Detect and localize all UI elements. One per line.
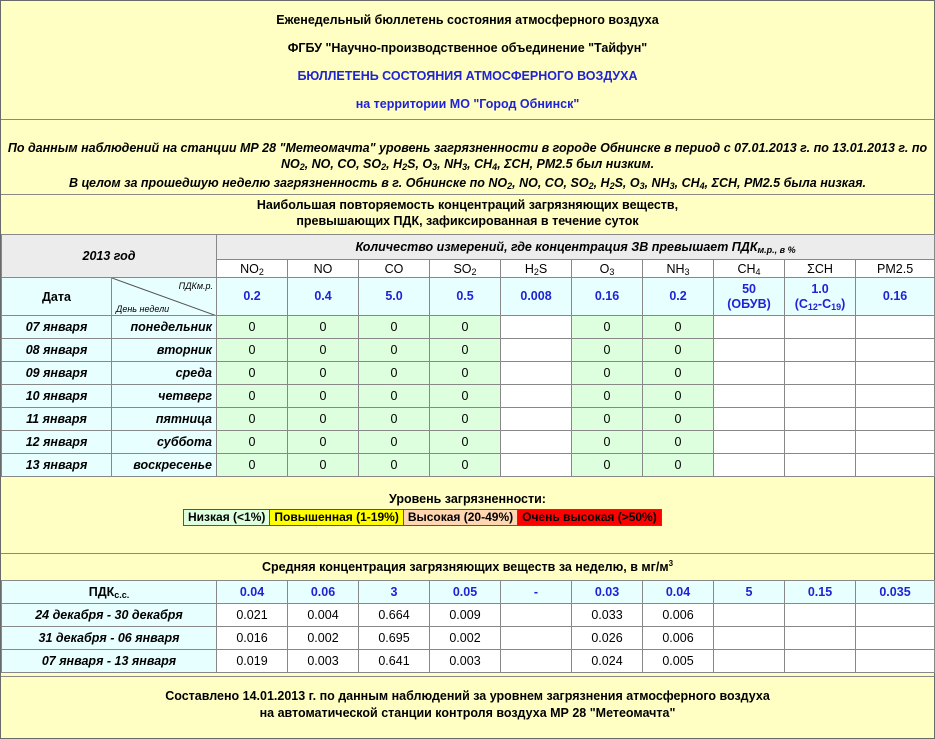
row-period: 31 декабря - 06 января (2, 627, 217, 650)
row-date: 09 января (2, 362, 112, 385)
value-cell: 0.695 (359, 627, 430, 650)
pdk-sch-note-open: (C (794, 296, 808, 311)
value-cell: 0 (430, 408, 501, 431)
value-cell: 0 (288, 431, 359, 454)
value-cell: 0 (288, 385, 359, 408)
pdk-value-cell (430, 278, 501, 316)
header-territory: на территории МО "Город Обнинск" (355, 97, 580, 111)
value-cell: 0.016 (217, 627, 288, 650)
value-cell: 0 (430, 385, 501, 408)
value-cell: 0 (359, 408, 430, 431)
pollutant-header (430, 260, 501, 278)
value-cell: 0 (643, 408, 714, 431)
value-cell (501, 454, 572, 477)
pollutant-subscript: 3 (684, 266, 690, 277)
pdk-sch-note-mid: -C (817, 296, 832, 311)
value-cell: 0 (217, 431, 288, 454)
value-cell: 0.004 (288, 604, 359, 627)
value-cell (856, 362, 935, 385)
value-cell: 0 (572, 339, 643, 362)
value-cell: 0.641 (359, 650, 430, 673)
pdk-ch4-note: (ОБУВ) (727, 296, 771, 311)
table-row (2, 339, 935, 362)
value-cell (785, 431, 856, 454)
value-cell: 0 (288, 316, 359, 339)
summary-p1-end: был низким. (576, 157, 655, 171)
table-row (2, 316, 935, 339)
value-cell: 0 (643, 431, 714, 454)
value-cell: 0 (359, 362, 430, 385)
pollutant-header (217, 260, 288, 278)
table-row (2, 604, 935, 627)
pollutant-name: O (599, 261, 610, 276)
value-cell (714, 604, 785, 627)
section-divider (1, 553, 934, 554)
value-cell: 0 (643, 362, 714, 385)
pdk-value: 5.0 (385, 289, 403, 303)
value-cell: 0 (359, 339, 430, 362)
pdk-ss-value: 0.06 (288, 581, 359, 604)
value-cell (785, 650, 856, 673)
pollution-level-legend (183, 509, 662, 526)
summary-paragraph-2 (1, 175, 934, 191)
pdk-value-cell (359, 278, 430, 316)
exceedance-table (1, 234, 935, 477)
row-date: 08 января (2, 339, 112, 362)
pollutant-header (288, 260, 359, 278)
row-weekday: воскресенье (112, 454, 217, 477)
value-cell (856, 650, 935, 673)
pollutant-name: ΣCH (807, 261, 833, 276)
value-cell: 0 (359, 454, 430, 477)
pdk-ss-value: 0.035 (856, 581, 935, 604)
pollutant-subscript: 3 (609, 266, 615, 277)
value-cell (714, 431, 785, 454)
value-cell: 0.026 (572, 627, 643, 650)
footer-line1: Составлено 14.01.2013 г. по данным наблюдений за уровнем загрязнения атмосферного воздуха (165, 689, 770, 703)
row-weekday: четверг (112, 385, 217, 408)
table1-title-line2: превышающих ПДК, зафиксированная в течение суток (296, 214, 639, 228)
table-row (2, 650, 935, 673)
summary-p1-pollutants: $NO_2$, NO, CO, $SO_2$, $H_2S$, $O_3$, $NH_3$, $CH_4$, ΣCH, PM2.5 (280, 157, 573, 172)
row-date: 07 января (2, 316, 112, 339)
header-line1: Еженедельный бюллетень состояния атмосферного воздуха (276, 13, 659, 27)
value-cell: 0 (359, 385, 430, 408)
value-cell: 0 (643, 316, 714, 339)
pdk-ss-label (2, 581, 217, 604)
pdk-value-cell (288, 278, 359, 316)
value-cell (785, 408, 856, 431)
pollutant-header (856, 260, 935, 278)
pdk-row (2, 278, 935, 316)
table2-title-sup: 3 (668, 558, 674, 568)
pollutant-subscript: 2 (258, 266, 264, 277)
value-cell (501, 339, 572, 362)
pdk-value: 1.0 (811, 281, 829, 296)
value-cell (501, 650, 572, 673)
pdk-ss-value: - (501, 581, 572, 604)
value-cell: 0.003 (430, 650, 501, 673)
value-cell (714, 385, 785, 408)
table2-title (1, 560, 934, 574)
value-cell (856, 408, 935, 431)
table-row (2, 385, 935, 408)
pdk-value-cell (714, 278, 785, 316)
value-cell (714, 408, 785, 431)
pollutant-name: NO (240, 261, 259, 276)
value-cell (501, 431, 572, 454)
value-cell (714, 650, 785, 673)
pdk-corner-label: ПДКм.р. (178, 281, 214, 291)
value-cell (501, 408, 572, 431)
legend-item: Повышенная (1-19%) (270, 510, 403, 525)
value-cell (785, 627, 856, 650)
pdk-ss-value: 3 (359, 581, 430, 604)
pdk-value: 0.4 (314, 289, 332, 303)
value-cell (501, 604, 572, 627)
table-row (2, 408, 935, 431)
value-cell: 0.664 (359, 604, 430, 627)
value-cell: 0 (359, 316, 430, 339)
pollutant-name: SO (453, 261, 472, 276)
value-cell (856, 385, 935, 408)
value-cell (856, 627, 935, 650)
value-cell (501, 316, 572, 339)
table-row (2, 627, 935, 650)
value-cell: 0 (217, 316, 288, 339)
header-organization: ФГБУ "Научно-производственное объединение "Тайфун" (287, 41, 648, 55)
pdk-ss-value: 0.04 (217, 581, 288, 604)
value-cell: 0 (572, 362, 643, 385)
pdk-ss-sub: с.с. (114, 590, 130, 600)
value-cell: 0 (572, 316, 643, 339)
value-cell (501, 627, 572, 650)
row-date: 10 января (2, 385, 112, 408)
value-cell: 0 (217, 385, 288, 408)
value-cell (714, 627, 785, 650)
value-cell: 0.021 (217, 604, 288, 627)
value-cell: 0.003 (288, 650, 359, 673)
pollutant-subscript: 2 (471, 266, 477, 277)
value-cell: 0 (430, 362, 501, 385)
pollutant-header (501, 260, 572, 278)
value-cell: 0 (217, 408, 288, 431)
pollutant-header (714, 260, 785, 278)
value-cell: 0 (288, 339, 359, 362)
value-cell: 0 (643, 454, 714, 477)
pdk-ss-value: 5 (714, 581, 785, 604)
value-cell: 0 (430, 339, 501, 362)
value-cell: 0.006 (643, 627, 714, 650)
pdk-value: 0.5 (456, 289, 474, 303)
pdk-value-cell (785, 278, 856, 316)
pdk-value: 0.16 (882, 289, 908, 303)
value-cell (785, 385, 856, 408)
pollutant-header (359, 260, 430, 278)
summary-p2-pollutants: $NO_2$, NO, CO, $SO_2$, $H_2S$, $O_3$, $NH_3$, $CH_4$, ΣCH, PM2.5 (488, 176, 781, 191)
footer-line2: на автоматической станции контроля воздуха МР 28 "Метеомачта" (259, 706, 676, 720)
table-row (2, 454, 935, 477)
value-cell: 0 (572, 454, 643, 477)
pollutant-name: NH (666, 261, 685, 276)
count-header (217, 235, 935, 260)
value-cell: 0.006 (643, 604, 714, 627)
value-cell: 0 (572, 408, 643, 431)
table2-title-text: Средняя концентрация загрязняющих веществ за неделю, в мг/м (261, 560, 669, 574)
value-cell: 0.002 (430, 627, 501, 650)
pdk-ss-row (2, 581, 935, 604)
pollutant-subscript: 2 (533, 266, 539, 277)
year-header: 2013 год (2, 235, 217, 278)
legend-item: Высокая (20-49%) (404, 510, 518, 525)
legend-item: Очень высокая (>50%) (518, 510, 661, 525)
row-date: 13 января (2, 454, 112, 477)
value-cell (501, 362, 572, 385)
value-cell: 0 (572, 431, 643, 454)
pollutant-name: NO (313, 261, 333, 276)
value-cell: 0 (430, 316, 501, 339)
table-row (2, 431, 935, 454)
pollutant-header (572, 260, 643, 278)
value-cell: 0 (288, 454, 359, 477)
pollutant-name: PM2.5 (877, 261, 914, 276)
pdk-value: 0.2 (669, 289, 687, 303)
value-cell: 0.009 (430, 604, 501, 627)
value-cell: 0.005 (643, 650, 714, 673)
count-header-sub: м.р., в % (757, 245, 796, 255)
summary-block (1, 120, 934, 195)
value-cell (785, 316, 856, 339)
value-cell: 0 (430, 454, 501, 477)
row-date: 12 января (2, 431, 112, 454)
weekday-corner-label: День недели (116, 304, 170, 314)
pollutant-name: CH (737, 261, 756, 276)
row-weekday: пятница (112, 408, 217, 431)
table1-title-line1: Наибольшая повторяемость концентраций загрязняющих веществ, (256, 198, 679, 212)
value-cell (785, 454, 856, 477)
value-cell: 0 (572, 385, 643, 408)
value-cell (714, 316, 785, 339)
value-cell: 0.002 (288, 627, 359, 650)
value-cell: 0.033 (572, 604, 643, 627)
pdk-sch-sub1: 12 (807, 301, 818, 312)
footer-divider (1, 676, 934, 677)
summary-p2-start: В целом за прошедшую неделю загрязненность в г. Обнинске по (68, 176, 485, 190)
value-cell (785, 362, 856, 385)
pdk-value-cell (572, 278, 643, 316)
pollutant-tail: S (538, 261, 548, 276)
summary-paragraph-1 (1, 140, 934, 172)
legend-item: Низкая (<1%) (184, 510, 270, 525)
pdk-ss-value: 0.04 (643, 581, 714, 604)
date-column-header: Дата (2, 278, 112, 316)
value-cell: 0.019 (217, 650, 288, 673)
pdk-ss-value: 0.05 (430, 581, 501, 604)
value-cell (785, 604, 856, 627)
table1-title (1, 197, 934, 229)
summary-p1-start: По данным наблюдений на станции МР 28 "Метеомачта" уровень загрязненности в городе Обнинске в период с 07.01.2013 г. по 13.01.2013 г. по (7, 141, 928, 155)
row-period: 24 декабря - 30 декабря (2, 604, 217, 627)
pdk-ss-value: 0.15 (785, 581, 856, 604)
row-date: 11 января (2, 408, 112, 431)
pollutant-subscript: 4 (755, 266, 761, 277)
pollutant-header (785, 260, 856, 278)
pdk-value: 0.16 (594, 289, 620, 303)
value-cell (856, 604, 935, 627)
weekly-average-table (1, 580, 935, 673)
value-cell (714, 362, 785, 385)
pollutant-name: H (524, 261, 534, 276)
value-cell: 0 (359, 431, 430, 454)
count-header-text: Количество измерений, где концентрация ЗВ превышает ПДК (355, 240, 758, 254)
pdk-sch-sub2: 19 (831, 301, 842, 312)
value-cell: 0.024 (572, 650, 643, 673)
row-weekday: понедельник (112, 316, 217, 339)
row-period: 07 января - 13 января (2, 650, 217, 673)
value-cell (856, 316, 935, 339)
value-cell (714, 454, 785, 477)
summary-p2-end: была низкая. (783, 176, 867, 190)
value-cell: 0 (430, 431, 501, 454)
value-cell (501, 385, 572, 408)
pollutant-name: CO (384, 261, 404, 276)
value-cell: 0 (217, 454, 288, 477)
value-cell (856, 431, 935, 454)
pdk-value-cell (856, 278, 935, 316)
value-cell (785, 339, 856, 362)
value-cell (856, 339, 935, 362)
value-cell: 0 (217, 362, 288, 385)
pdk-value: 0.2 (243, 289, 261, 303)
row-weekday: вторник (112, 339, 217, 362)
value-cell: 0 (288, 408, 359, 431)
pdk-value-cell (643, 278, 714, 316)
value-cell: 0 (217, 339, 288, 362)
value-cell: 0 (643, 339, 714, 362)
value-cell: 0 (288, 362, 359, 385)
pollutant-header (643, 260, 714, 278)
legend-title: Уровень загрязненности: (389, 492, 546, 506)
value-cell (856, 454, 935, 477)
row-weekday: суббота (112, 431, 217, 454)
pdk-value: 0.008 (520, 289, 552, 303)
value-cell (714, 339, 785, 362)
pdk-value: 50 (742, 281, 756, 296)
pdk-ss-value: 0.03 (572, 581, 643, 604)
pdk-sch-note-end: ) (841, 296, 846, 311)
bulletin-header (1, 1, 934, 120)
row-weekday: среда (112, 362, 217, 385)
pdk-value-cell (501, 278, 572, 316)
bulletin-footer (1, 688, 934, 722)
pdk-value-cell (217, 278, 288, 316)
value-cell: 0 (643, 385, 714, 408)
pdk-weekday-header (112, 278, 217, 316)
header-bulletin-title: БЮЛЛЕТЕНЬ СОСТОЯНИЯ АТМОСФЕРНОГО ВОЗДУХА (297, 69, 638, 83)
table-row (2, 362, 935, 385)
pdk-ss-text: ПДК (88, 585, 115, 599)
